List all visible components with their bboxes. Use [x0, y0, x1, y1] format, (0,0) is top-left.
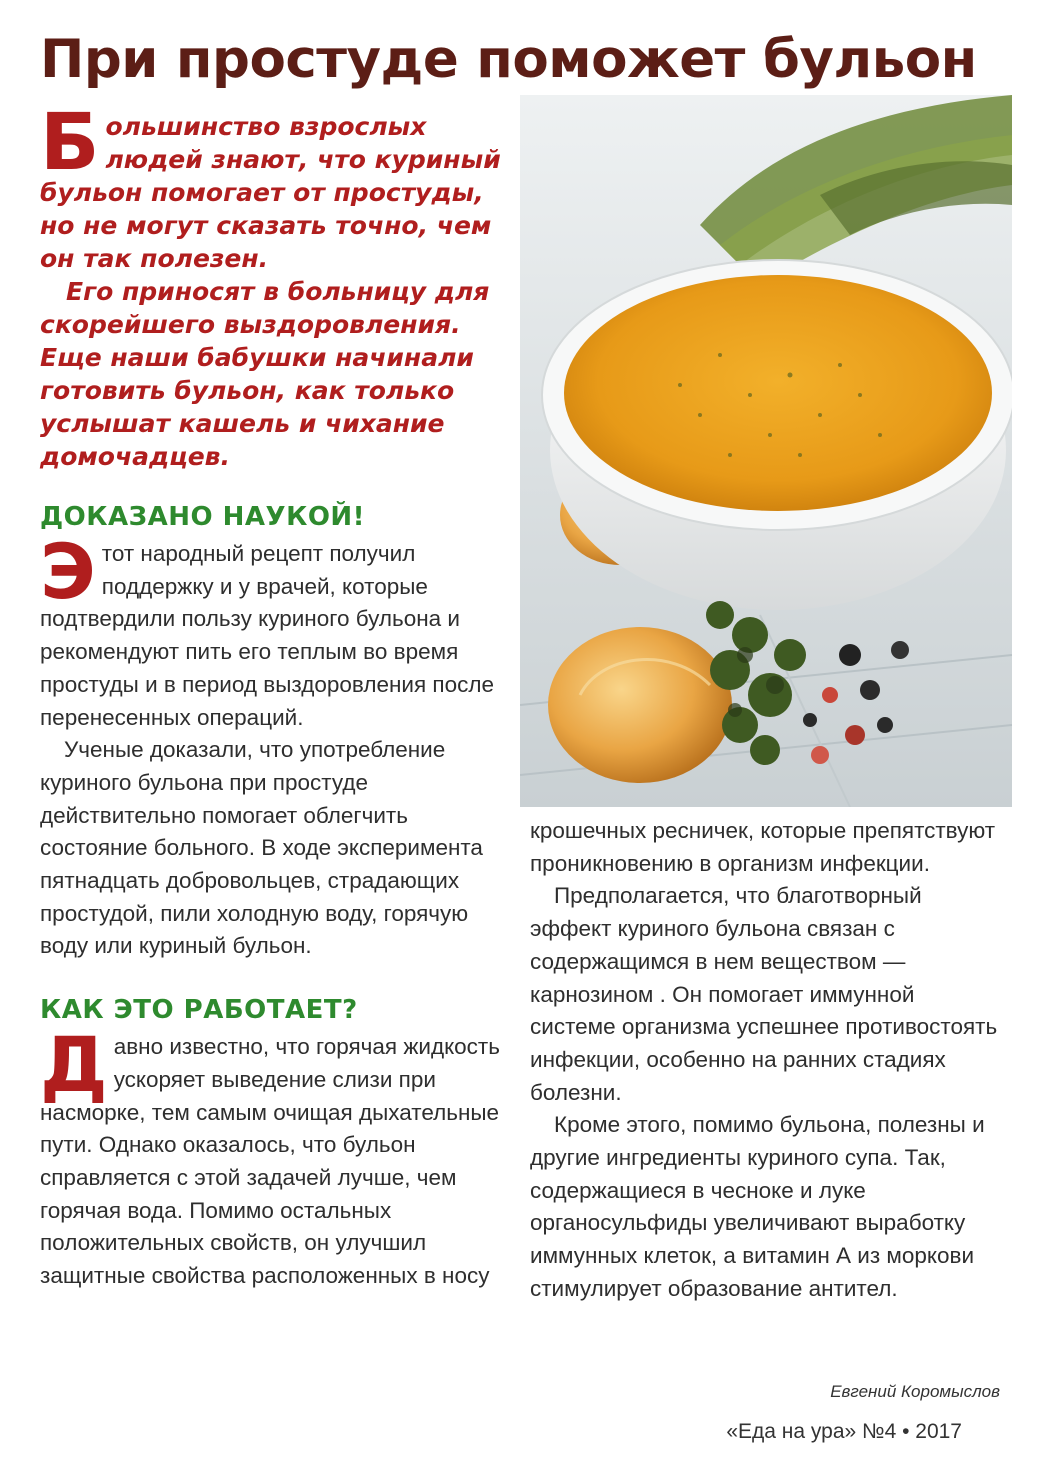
section-how-it-works — [40, 993, 510, 1293]
section-body-how — [40, 1020, 510, 1293]
publication-source: «Еда на ура» №4 • 2017 — [726, 1420, 962, 1443]
section-proven-by-science — [40, 500, 510, 963]
right-column — [530, 815, 1005, 1306]
right-column-body — [530, 815, 1005, 1306]
intro-drop-cap: Б — [40, 98, 100, 188]
how-paragraph-1 — [40, 1020, 510, 1293]
article-title: При простуде поможет бульон — [40, 29, 977, 90]
soup-bowl-photo — [520, 95, 1012, 807]
intro-lead — [40, 98, 510, 473]
intro-paragraph-1 — [40, 98, 510, 275]
right-paragraph-2: Предполагается, что благотворный эффект куриного бульона связан с содержащимся в нем веществом — карнозином . Он помогает иммунной системе организма успешнее противостоять инфекции, особенно на ранних стадиях болезни. — [530, 883, 998, 1105]
intro-paragraph-1-text: ольшинство взрослых людей знают, что куриный бульон помогает от простуды, но не могут сказать точно, чем он так полезен. — [40, 112, 501, 273]
section-heading-how: КАК ЭТО РАБОТАЕТ? — [40, 995, 358, 1026]
soup-bowl-illustration — [520, 95, 1012, 807]
right-paragraph-3: Кроме этого, помимо бульона, полезны и другие ингредиенты куриного супа. Так, содержащиеся в чесноке и луке органосульфиды увеличивают выработку иммунных клеток, а витамин А из моркови стимулирует образование антител. — [530, 1112, 985, 1301]
proven-paragraph-1 — [40, 527, 510, 734]
section-body-proven — [40, 527, 510, 963]
proven-paragraph-1-text: тот народный рецепт получил поддержку и у врачей, которые подтвердили пользу куриного бульона и рекомендуют пить его теплым во время простуды и в период выздоровления после перенесенных операций. — [40, 541, 494, 730]
proven-drop-cap: Э — [40, 527, 96, 616]
intro-paragraph-2: Его приносят в больницу для скорейшего выздоровления. Еще наши бабушки начинали готовить бульон, как только услышат кашель и чихание домочадцев. — [40, 277, 490, 471]
how-paragraph-1-text: авно известно, что горячая жидкость ускоряет выведение слизи при насморке, тем самым очищая дыхательные пути. Однако оказалось, что бульон справляется с этой задачей лучше, чем горячая вода. Помимо остальных положительных свойств, он улучшил защитные свойства расположенных в носу — [40, 1034, 500, 1289]
section-heading-proven: ДОКАЗАНО НАУКОЙ! — [40, 502, 366, 532]
left-column — [40, 500, 510, 1293]
proven-paragraph-2: Ученые доказали, что употребление куриного бульона при простуде действительно помогает облегчить состояние больного. В ходе эксперимента пятнадцать добровольцев, страдающих простудой, пили холодную воду, горячую воду или куриный бульон. — [40, 737, 483, 959]
how-drop-cap: Д — [40, 1020, 108, 1110]
right-paragraph-1: крошечных ресничек, которые препятствуют проникновению в организм инфекции. — [530, 818, 996, 876]
author-byline: Евгений Коромыслов — [830, 1382, 1000, 1401]
